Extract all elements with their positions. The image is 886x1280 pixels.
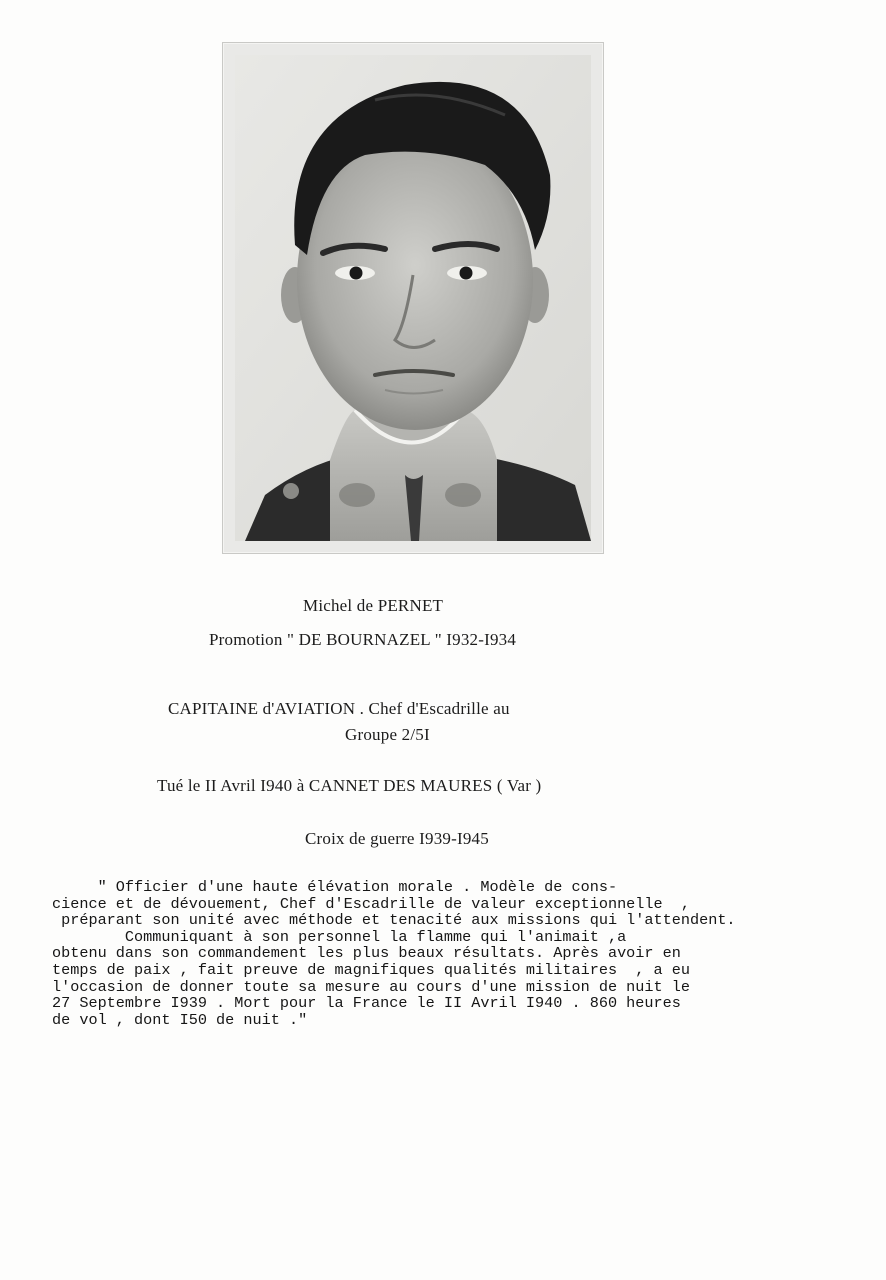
citation-line: obtenu dans son commandement les plus beaux résultats. Après avoir en [52,944,681,963]
rank-line-2: Groupe 2/5I [345,725,430,744]
promotion-line: Promotion " DE BOURNAZEL " I932-I934 [209,630,517,649]
person-name: Michel de PERNET [303,596,444,615]
citation-paragraph [52,879,852,1028]
citation-line: cience et de dévouement, Chef d'Escadrille de valeur exceptionnelle , [52,894,690,913]
portrait-illustration [235,55,591,541]
rank-line-1: CAPITAINE d'AVIATION . Chef d'Escadrille au [168,699,510,718]
citation-line: temps de paix , fait preuve de magnifiques qualités militaires , a eu [52,960,690,979]
decoration-line: Croix de guerre I939-I945 [305,829,489,848]
death-line: Tué le II Avril I940 à CANNET DES MAURES ( Var ) [157,776,542,795]
citation-line: l'occasion de donner toute sa mesure au cours d'une mission de nuit le [52,977,690,996]
citation-line: de vol , dont I50 de nuit ." [52,1010,308,1029]
portrait-photo [235,55,591,541]
portrait-photo-frame [222,42,604,554]
citation-line: Communiquant à son personnel la flamme qui l'animait ,a [52,927,627,946]
citation-line: préparant son unité avec méthode et tenacité aux missions qui l'attendent. [52,911,736,930]
citation-line: " Officier d'une haute élévation morale . Modèle de cons- [52,878,618,896]
citation-line: 27 Septembre I939 . Mort pour la France le II Avril I940 . 860 heures [52,994,681,1013]
